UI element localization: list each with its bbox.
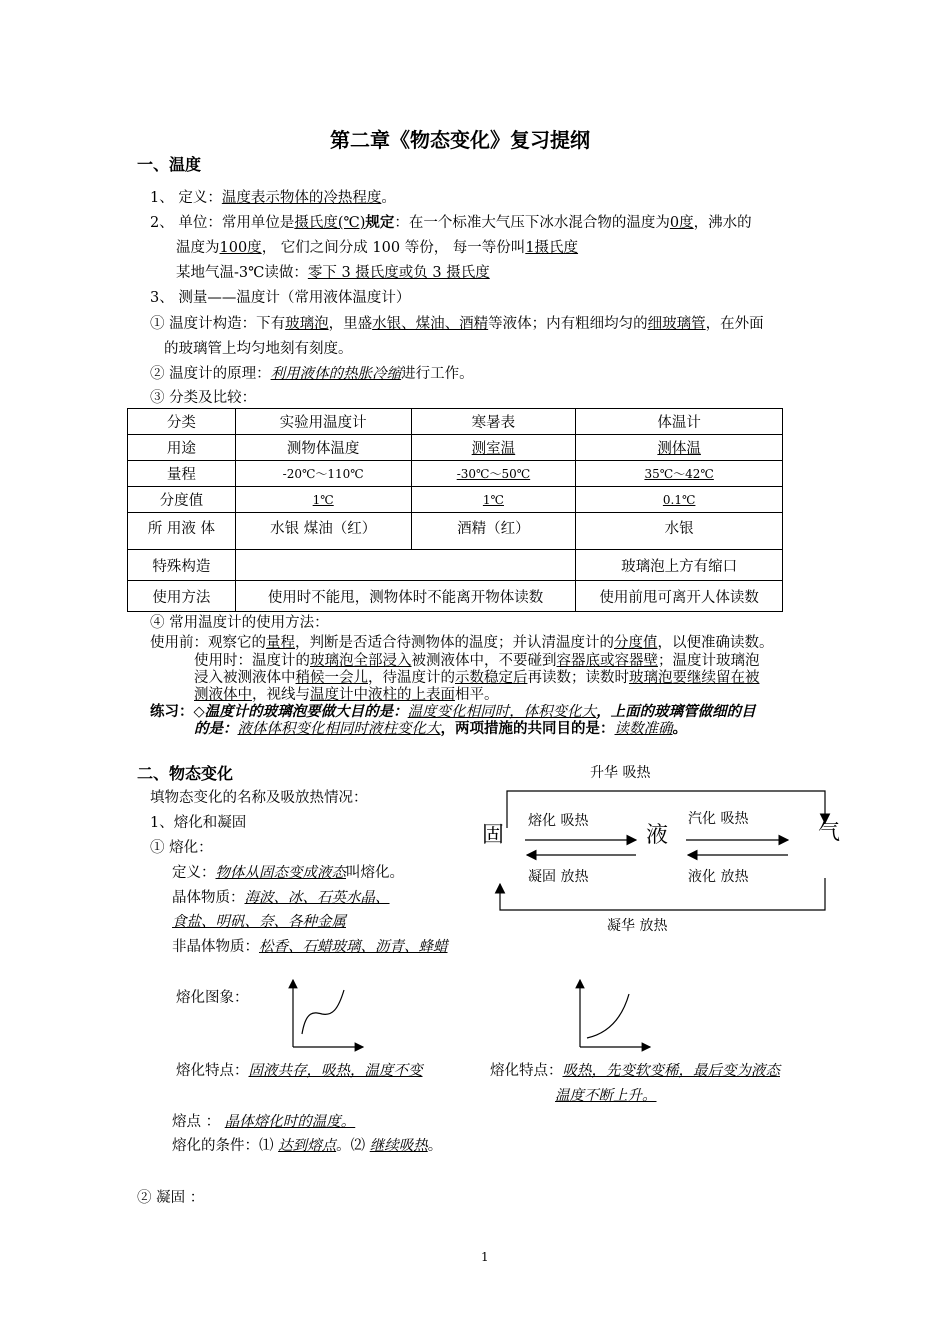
desublimation-label: 凝华 放热 — [607, 918, 668, 934]
table-cell: 玻璃泡上方有缩口 — [576, 550, 783, 581]
reading-line: 某地气温-3℃读做：零下 3 摄氏度或负 3 摄氏度 — [176, 265, 490, 281]
table-cell: 35℃～42℃ — [576, 461, 783, 487]
crystal-substances: 晶体物质：海波、冰、石英水晶、 — [172, 890, 390, 906]
gas-label: 气 — [818, 820, 841, 845]
section-heading-state-change: 二、物态变化 — [137, 764, 234, 783]
table-cell: 用途 — [128, 435, 236, 461]
table-cell: 1℃ — [235, 487, 411, 513]
construction-line-2: 的玻璃管上均匀地刻有刻度。 — [164, 341, 353, 357]
usage-during-line-3: 测液体中，视线与温度计中液柱的上表面相平。 — [194, 687, 499, 703]
table-cell: 体温计 — [576, 409, 783, 435]
crystal-melting-feature: 熔化特点：固液共存，吸热，温度不变 — [176, 1063, 423, 1079]
table-cell: 分度值 — [128, 487, 236, 513]
measure-line: 3、 测量——温度计（常用液体温度计） — [150, 290, 411, 306]
crystal-substances-2: 食盐、明矾、奈、各种金属 — [172, 914, 346, 930]
table-row — [128, 581, 783, 612]
principle-line: ② 温度计的原理：利用液体的热胀冷缩进行工作。 — [150, 366, 474, 382]
melting-point-line: 熔点 ： 晶体熔化时的温度。 — [172, 1114, 356, 1130]
amorphous-substances: 非晶体物质：松香、石蜡玻璃、沥青、蜂蜡 — [172, 939, 448, 955]
table-cell: 测室温 — [411, 435, 576, 461]
table-cell: 使用时不能甩，测物体时不能离开物体读数 — [235, 581, 576, 612]
sublimation-label: 升华 吸热 — [590, 765, 651, 781]
table-row — [128, 550, 783, 581]
melting-heading: ① 熔化： — [150, 840, 213, 856]
crystal-melting-graph — [278, 972, 368, 1052]
melting-condition-line: 熔化的条件：⑴ 达到熔点。⑵ 继续吸热。 — [172, 1138, 443, 1154]
melting-definition: 定义：物体从固态变成液态叫熔化。 — [172, 865, 404, 881]
table-row — [128, 461, 783, 487]
table-cell: 使用前甩可离开人体读数 — [576, 581, 783, 612]
table-cell: 所 用液 体 — [128, 513, 236, 550]
table-cell — [235, 550, 576, 581]
amorphous-melting-graph — [565, 972, 655, 1052]
table-row — [128, 513, 783, 550]
table-cell: 水银 — [576, 513, 783, 550]
construction-line: ① 温度计构造：下有玻璃泡，里盛水银、煤油、酒精等液体；内有粗细均匀的细玻璃管，在外面 — [150, 316, 764, 332]
table-row — [128, 409, 783, 435]
table-cell: -30℃～50℃ — [411, 461, 576, 487]
melt-freeze-heading: 1、熔化和凝固 — [150, 815, 247, 831]
usage-before-line: 使用前：观察它的量程，判断是否适合待测物体的温度；并认清温度计的分度值，以便准确读数。 — [150, 635, 774, 651]
melting-label: 熔化 吸热 — [528, 813, 589, 829]
table-cell: 寒暑表 — [411, 409, 576, 435]
table-cell: 1℃ — [411, 487, 576, 513]
table-cell: 特殊构造 — [128, 550, 236, 581]
amorphous-melting-feature-2: 温度不断上升。 — [555, 1088, 657, 1104]
table-cell: 水银 煤油（红） — [235, 513, 411, 550]
usage-during-line: 使用时：温度计的玻璃泡全部浸入被测液体中，不要碰到容器底或容器壁；温度计玻璃泡 — [194, 653, 760, 669]
table-cell: 使用方法 — [128, 581, 236, 612]
amorphous-melting-feature: 熔化特点：吸热，先变软变稀，最后变为液态 — [490, 1063, 780, 1079]
definition-line: 1、 定义：温度表示物体的冷热程度。 — [150, 190, 396, 206]
exercise-line: 练习：◇温度计的玻璃泡要做大目的是：温度变化相同时，体积变化大，上面的玻璃管做细的目 — [150, 703, 756, 720]
section-heading-temperature: 一、温度 — [137, 155, 202, 174]
table-cell: 量程 — [128, 461, 236, 487]
vaporization-label: 汽化 吸热 — [688, 811, 749, 827]
table-cell: -20℃～110℃ — [235, 461, 411, 487]
thermometer-comparison-table — [127, 408, 783, 612]
exercise-line-2: 的是：液体体积变化相同时液柱变化大，两项措施的共同目的是：读数准确。 — [194, 720, 687, 737]
table-cell: 酒精（红） — [411, 513, 576, 550]
fill-instruction: 填物态变化的名称及吸放热情况： — [150, 790, 368, 806]
table-cell: 测体温 — [576, 435, 783, 461]
table-row — [128, 487, 783, 513]
table-cell: 0.1℃ — [576, 487, 783, 513]
page-number: 1 — [481, 1250, 489, 1264]
classification-line: ③ 分类及比较： — [150, 390, 257, 406]
melting-graph-label: 熔化图象： — [176, 990, 249, 1006]
freezing-label: 凝固 放热 — [528, 869, 589, 885]
table-cell: 分类 — [128, 409, 236, 435]
table-row — [128, 435, 783, 461]
page-title: 第二章《物态变化》复习提纲 — [330, 128, 590, 152]
liquefaction-label: 液化 放热 — [688, 869, 749, 885]
unit-line-2: 温度为100度， 它们之间分成 100 等份， 每一等份叫1摄氏度 — [176, 240, 579, 256]
usage-during-line-2: 浸入被测液体中稍候一会儿，待温度计的示数稳定后再读数；读数时玻璃泡要继续留在被 — [194, 670, 760, 686]
solid-label: 固 — [482, 823, 505, 848]
solidification-heading: ② 凝固 ： — [137, 1190, 205, 1206]
usage-heading: ④ 常用温度计的使用方法： — [150, 615, 329, 631]
unit-line: 2、 单位：常用单位是摄氏度(℃)规定：在一个标准大气压下冰水混合物的温度为0度，沸水的 — [150, 214, 752, 231]
table-cell: 实验用温度计 — [235, 409, 411, 435]
liquid-label: 液 — [646, 823, 669, 848]
table-cell: 测物体温度 — [235, 435, 411, 461]
